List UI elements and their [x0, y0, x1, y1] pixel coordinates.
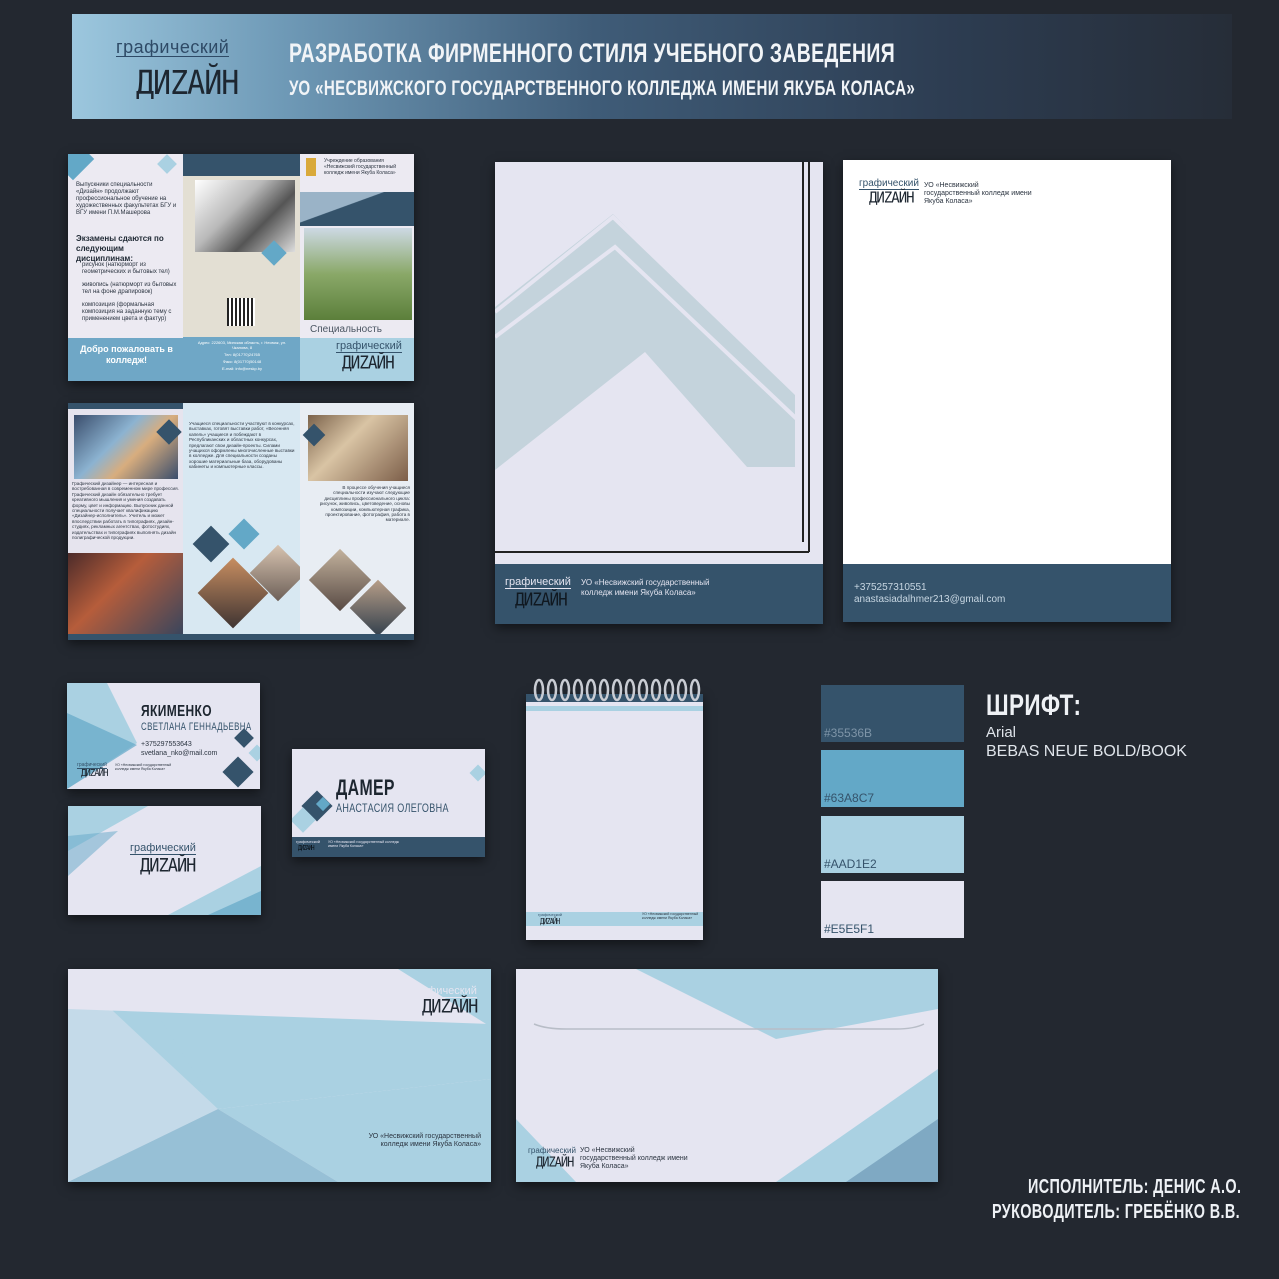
- brochure-org: Учреждение образования «Несвижский государственный колледж имени Якуба Коласа»: [324, 158, 397, 176]
- photo-gallery: [68, 553, 183, 640]
- envelope-back-org: УО «Несвижский государственный колледж имени Якуба Коласа»: [580, 1147, 688, 1170]
- card1-logo-top: графический: [77, 762, 107, 768]
- brochure-panel-3: [300, 154, 414, 381]
- card2-logo-bottom: ДИZАЙН: [298, 844, 314, 853]
- business-card-yakimenko: [67, 683, 260, 789]
- letterhead-a-org: УО «Несвижский государственный колледж имени Якуба Коласа»: [581, 578, 710, 597]
- credits-author: ИСПОЛНИТЕЛЬ: ДЕНИС А.О.: [1028, 1176, 1242, 1198]
- font-1: Arial: [986, 724, 1017, 741]
- brochure-fax: Факс: 8(01770)50148: [222, 359, 262, 364]
- notepad: [526, 694, 703, 940]
- brochure-email: E-mail: info@neskp.by: [221, 366, 263, 371]
- card1-name: СВЕТЛАНА ГЕННАДЬЕВНА: [141, 721, 252, 733]
- page-title: РАЗРАБОТКА ФИРМЕННОГО СТИЛЯ УЧЕБНОГО ЗАВЕДЕНИЯ: [289, 38, 896, 68]
- brochure-back: [68, 403, 414, 640]
- brochure-tel: Тел: 8(01770)24765: [223, 352, 260, 357]
- exam-item: рисунок (натюрморт из геометрических и бытовых тел): [82, 262, 170, 275]
- qr-code: [227, 298, 255, 326]
- brochure-back-col3: В процессе обучения учащиеся специальности изучают следующие дисциплины профессионального цикла: рисунок, живопись, цветоведение, основы композиции, компьютерная графика, проектирование, фотография, работа в материале.: [319, 485, 410, 523]
- photo-classroom: [308, 415, 408, 481]
- swatch-dark: [821, 685, 964, 742]
- font-2: BEBAS NEUE BOLD/BOOK: [986, 743, 1187, 760]
- card1-logo-bottom: ДИZАЙН: [81, 768, 108, 780]
- brochure-logo-bottom: ДИZАЙН: [342, 352, 394, 373]
- swatch-label: #63A8C7: [824, 791, 875, 805]
- swatch-label: #E5E5F1: [824, 922, 875, 936]
- header-banner: [72, 14, 1232, 119]
- card-back-logo-bottom: ДИZАЙН: [140, 855, 196, 877]
- letterhead-b-phone: +375257310551: [854, 582, 927, 593]
- brochure-back-col2: Учащиеся специальности участвуют в конкурсах, выставках, готовят выставки работ, «Весенняя капель» учащиеся и побеждают в Республиканских и областных конкурсах, предлагают свои дизайн-проекты. Силами учащихся оформлены многочисленные выставки в колледже. Для специальности созданы хорошие материальные база, оборудованы кабинеты и компьютерные классы.: [189, 421, 295, 470]
- brochure-address: Адрес: 222603, Минская область, г. Несвиж, ул. Чкалова, 8: [197, 340, 287, 350]
- swatch-label: #AAD1E2: [824, 857, 877, 871]
- college-emblem-icon: [306, 158, 316, 176]
- brochure-intro: Выпускники специальности «Дизайн» продолжают профессиональное обучение на художественных факультетах БГУ и ВГУ имени П.М.Машерова: [76, 182, 177, 216]
- envelope-front-logo-top: графический: [411, 985, 477, 997]
- brochure-panel-2: [183, 154, 300, 381]
- card2-surname: ДАМЕР: [336, 775, 395, 800]
- exam-item: живопись (натюрморт из бытовых тел на фоне драпировок): [82, 282, 177, 295]
- brochure-logo-top: графический: [336, 340, 402, 352]
- card1-org: УО «Несвижский государственный колледж имени Якуба Коласа»: [115, 763, 172, 771]
- card2-logo-top: графический: [296, 839, 320, 844]
- card2-name: АНАСТАСИЯ ОЛЕГОВНА: [336, 801, 449, 815]
- envelope-front-logo-bottom: ДИZАЙН: [422, 996, 478, 1018]
- exam-item: композиция (формальная композиция на заданную тему с применением цвета и фактур): [82, 302, 172, 322]
- letterhead-b-logo-top: графический: [859, 178, 919, 189]
- card1-phone: +375297553643: [141, 741, 192, 748]
- notepad-org: УО «Несвижский государственный колледж имени Якуба Коласа»: [642, 912, 699, 920]
- swatch-label: #35536B: [824, 726, 873, 740]
- letterhead-a-logo-top: графический: [505, 576, 571, 588]
- notepad-logo-bottom: ДИZАЙН: [540, 917, 560, 927]
- card1-surname: ЯКИМЕНКО: [141, 703, 212, 720]
- letterhead-a-logo-bottom: ДИZАЙН: [515, 589, 567, 610]
- brochure-specialty: Специальность: [310, 324, 382, 335]
- brochure-panel-1: [68, 154, 183, 381]
- letterhead-b-email: anastasiadalhmer213@gmail.com: [854, 594, 1006, 605]
- header-logo-bottom: ДИZАЙН: [136, 64, 239, 103]
- swatch-mid: [821, 750, 964, 807]
- letterhead-b-logo-bottom: ДИZАЙН: [869, 189, 914, 207]
- brochure-photo-painter: [304, 228, 412, 320]
- page-subtitle: УО «НЕСВИЖСКОГО ГОСУДАРСТВЕННОГО КОЛЛЕДЖА ИМЕНИ ЯКУБА КОЛАСА»: [289, 77, 916, 100]
- letterhead-b: [843, 160, 1171, 622]
- envelope-back-logo-top: графический: [528, 1146, 576, 1155]
- envelope-front-org: УО «Несвижский государственный колледж имени Якуба Коласа»: [368, 1133, 481, 1148]
- business-card-damer: [292, 749, 485, 857]
- swatch-light: [821, 816, 964, 873]
- card1-email: svetlana_nko@mail.com: [141, 750, 218, 757]
- card2-org: УО «Несвижский государственный колледж имени Якуба Коласа»: [328, 840, 399, 848]
- envelope-front: [68, 969, 491, 1182]
- credits-supervisor: РУКОВОДИТЕЛЬ: ГРЕБЁНКО В.В.: [992, 1201, 1240, 1223]
- notepad-spiral: [526, 676, 703, 708]
- notepad-logo-top: графический: [538, 912, 562, 917]
- fonts-title: ШРИФТ:: [986, 689, 1082, 722]
- letterhead-a: [495, 162, 823, 624]
- brochure-photo-sculpture: [195, 180, 295, 252]
- brochure-back-col1: Графический дизайнер — интересная и востребованная в современном мире профессия. Графический дизайн обязательно требует креативного мышления и умения создавать форму, цвет и информацию. Выпускник данной специальности получает квалификацию «Дизайнер-исполнитель». Учитель и может впоследствии работать в типографиях, дизайн-студиях, рекламных агентствах, фотостудиях, издательствах и типографиях выполнять дизайн полиграфической продукции.: [72, 481, 179, 541]
- business-card-back: [68, 806, 261, 915]
- letterhead-b-org: УО «Несвижский государственный колледж имени Якуба Коласа»: [924, 182, 1032, 205]
- card-back-logo-top: графический: [130, 842, 196, 854]
- envelope-back: [516, 969, 938, 1182]
- letterhead-chevron-graphic: [495, 162, 823, 624]
- brochure-exams-title: Экзамены сдаются по следующим дисциплинам:: [76, 234, 164, 263]
- header-logo-top: графический: [116, 37, 230, 57]
- envelope-back-logo-bottom: ДИZАЙН: [536, 1154, 574, 1170]
- brochure-welcome: Добро пожаловать в колледж!: [80, 344, 173, 365]
- brochure-front: [68, 154, 414, 381]
- swatch-pale: [821, 881, 964, 938]
